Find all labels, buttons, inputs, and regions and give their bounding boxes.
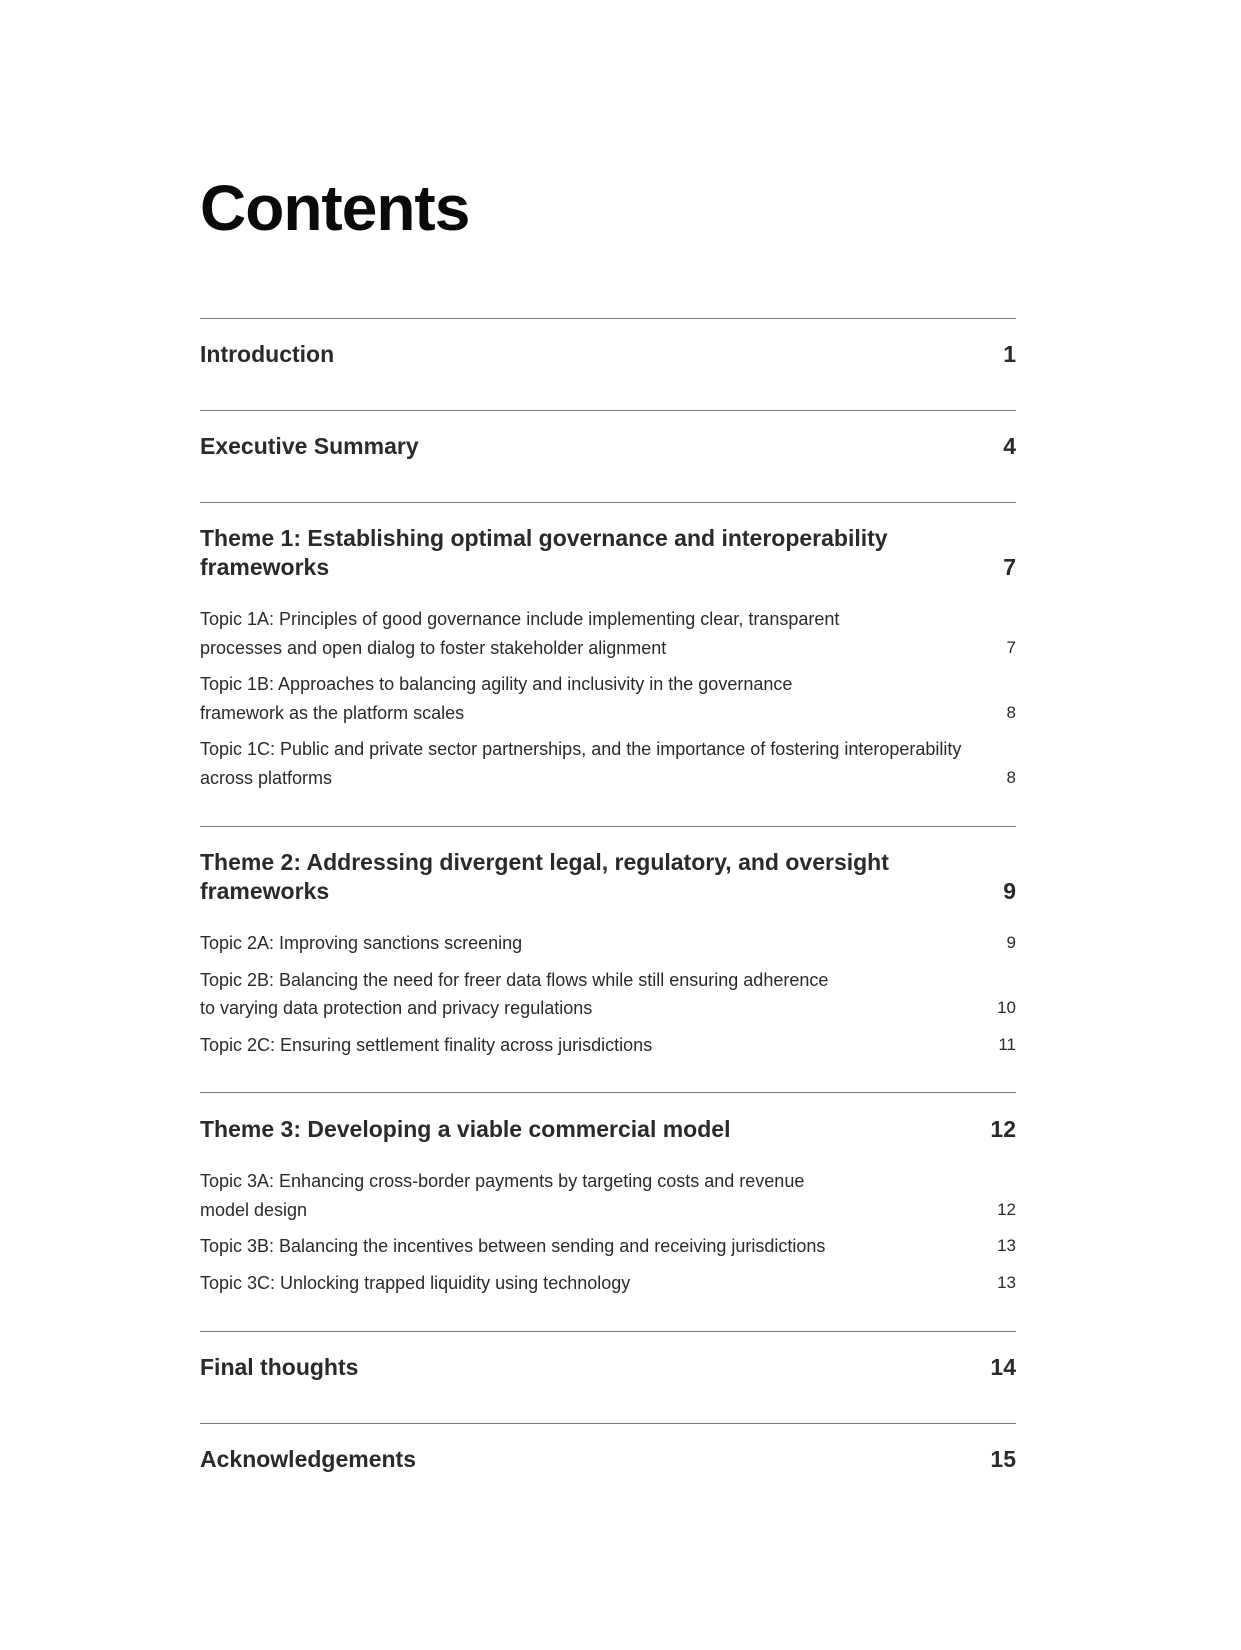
topic-line: processes and open dialog to foster stakeholder alignment [200,637,667,658]
topic-text [200,670,880,727]
toc-entry-title-line: Theme 2: Addressing divergent legal, regulatory, and oversight [200,849,889,875]
toc-entry-title: Introduction [200,341,335,367]
topic-text: Topic 2A: Improving sanctions screening [200,933,523,953]
toc-entry-title: Executive Summary [200,433,419,459]
toc-page-number: 9 [1003,878,1016,904]
toc-page-number: 7 [1003,554,1016,580]
toc-topic-2b[interactable] [200,966,1016,1023]
section-divider [200,410,1016,411]
topic-list [200,929,1016,1059]
toc-entry-theme-3[interactable] [200,1115,1016,1305]
topic-page-number: 8 [1006,767,1016,787]
topic-line: Topic 1C: Public and private sector partnerships, and the importance of fostering interoperability [200,739,962,759]
topic-page-number: 10 [997,998,1016,1017]
topic-line: framework as the platform scales [200,702,465,723]
topic-page-number: 7 [1006,637,1016,657]
toc-entry-final-thoughts[interactable] [200,1353,1016,1382]
topic-page-number: 13 [997,1272,1016,1292]
topic-line: model design [200,1199,308,1220]
section-divider [200,826,1016,827]
topic-text [200,966,880,1023]
topic-page-number: 13 [997,1236,1016,1255]
topic-text: Topic 3B: Balancing the incentives between sending and receiving jurisdictions [200,1236,826,1256]
topic-text [200,605,880,662]
toc-entry-introduction[interactable] [200,340,1016,369]
toc-topic-1c[interactable] [200,735,1016,792]
toc-entry-theme-2[interactable] [200,848,1016,1067]
toc-entry-title: Acknowledgements [200,1446,416,1472]
page-title: Contents [200,172,470,244]
section-divider [200,502,1016,503]
topic-text [200,1167,880,1224]
toc-topic-3c[interactable] [200,1269,1016,1298]
toc-entry-title-line: Theme 1: Establishing optimal governance and interoperability [200,525,888,551]
section-divider [200,318,1016,319]
section-divider [200,1331,1016,1332]
topic-line: Topic 3A: Enhancing cross-border payments by targeting costs and revenue [200,1171,805,1191]
toc-page-number: 12 [990,1116,1016,1142]
toc-page-number: 15 [990,1446,1016,1472]
topic-page-number: 9 [1006,933,1016,952]
topic-line: Topic 1A: Principles of good governance include implementing clear, transparent [200,609,840,629]
toc-topic-1b[interactable] [200,670,1016,727]
topic-line: across platforms [200,767,333,788]
topic-line: Topic 2B: Balancing the need for freer data flows while still ensuring adherence [200,969,829,990]
topic-list [200,605,1016,792]
toc-entry-title: Theme 3: Developing a viable commercial model [200,1116,731,1142]
toc-page-number: 4 [1003,433,1016,459]
topic-page-number: 12 [997,1199,1016,1219]
toc-entry-acknowledgements[interactable] [200,1445,1016,1474]
topic-text: Topic 2C: Ensuring settlement finality across jurisdictions [200,1034,653,1055]
toc-topic-1a[interactable] [200,605,1016,662]
topic-list [200,1167,1016,1297]
topic-page-number: 8 [1006,702,1016,722]
toc-topic-2c[interactable] [200,1031,1016,1060]
toc-topic-2a[interactable] [200,929,1016,958]
section-divider [200,1423,1016,1424]
toc-entry-title [200,848,889,906]
toc-page-number: 14 [990,1354,1016,1380]
toc-entry-title-line: frameworks [200,878,330,904]
topic-page-number: 11 [998,1034,1016,1054]
toc-entry-theme-1[interactable] [200,524,1016,800]
topic-line: to varying data protection and privacy regulations [200,998,593,1018]
topic-text [200,735,986,792]
toc-entry-executive-summary[interactable] [200,432,1016,461]
section-divider [200,1092,1016,1093]
toc-entry-title-line: frameworks [200,554,330,580]
topic-line: Topic 1B: Approaches to balancing agility and inclusivity in the governance [200,674,793,694]
toc-topic-3b[interactable] [200,1232,1016,1261]
toc-topic-3a[interactable] [200,1167,1016,1224]
topic-text: Topic 3C: Unlocking trapped liquidity using technology [200,1272,631,1293]
toc-entry-title: Final thoughts [200,1354,359,1380]
toc-entry-title [200,524,888,582]
toc-page-number: 1 [1003,341,1016,367]
